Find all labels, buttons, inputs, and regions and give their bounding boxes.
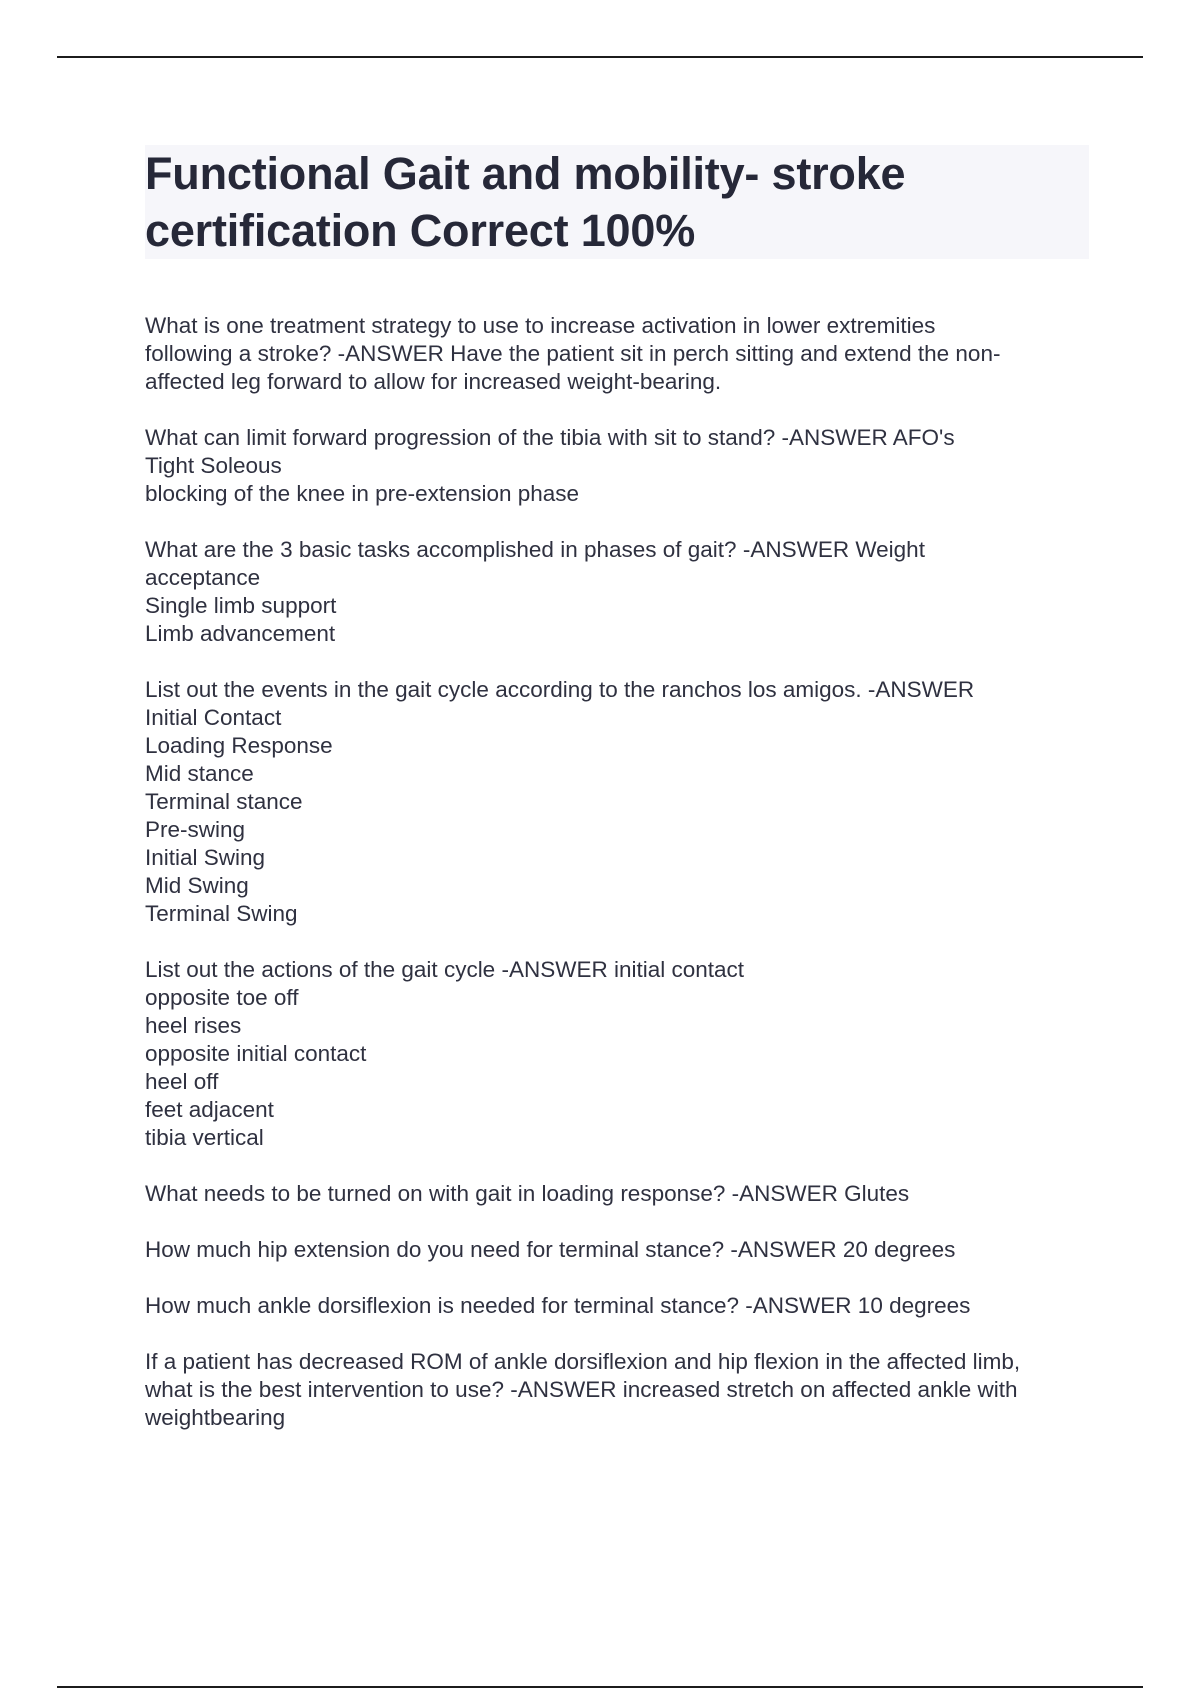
qa-line: How much ankle dorsiflexion is needed for terminal stance? -ANSWER 10 degrees xyxy=(145,1293,971,1318)
top-divider xyxy=(57,56,1143,58)
qa-item xyxy=(145,1236,1105,1264)
qa-list xyxy=(145,312,1105,1460)
qa-line: Mid Swing xyxy=(145,873,249,898)
qa-line: affected leg forward to allow for increased weight-bearing. xyxy=(145,369,722,394)
qa-item xyxy=(145,1348,1105,1432)
qa-line: Initial Contact xyxy=(145,705,282,730)
qa-line: If a patient has decreased ROM of ankle dorsiflexion and hip flexion in the affected limb, xyxy=(145,1349,1021,1374)
page-title xyxy=(145,145,1089,259)
qa-line: What needs to be turned on with gait in loading response? -ANSWER Glutes xyxy=(145,1181,910,1206)
qa-line: what is the best intervention to use? -ANSWER increased stretch on affected ankle with xyxy=(145,1377,1018,1402)
qa-item xyxy=(145,312,1105,396)
qa-line: Terminal Swing xyxy=(145,901,298,926)
qa-line: opposite toe off xyxy=(145,985,299,1010)
qa-line: feet adjacent xyxy=(145,1097,274,1122)
qa-line: What is one treatment strategy to use to increase activation in lower extremities xyxy=(145,313,936,338)
qa-line: tibia vertical xyxy=(145,1125,264,1150)
qa-line: acceptance xyxy=(145,565,261,590)
qa-line: List out the events in the gait cycle according to the ranchos los amigos. -ANSWER xyxy=(145,677,975,702)
qa-line: How much hip extension do you need for terminal stance? -ANSWER 20 degrees xyxy=(145,1237,956,1262)
qa-line: blocking of the knee in pre-extension phase xyxy=(145,481,580,506)
qa-line: Pre-swing xyxy=(145,817,246,842)
qa-line: Limb advancement xyxy=(145,621,336,646)
qa-item xyxy=(145,956,1105,1152)
qa-item xyxy=(145,1180,1105,1208)
qa-line: What are the 3 basic tasks accomplished in phases of gait? -ANSWER Weight xyxy=(145,537,925,562)
qa-line: Terminal stance xyxy=(145,789,303,814)
qa-line: List out the actions of the gait cycle -ANSWER initial contact xyxy=(145,957,745,982)
title-line: Functional Gait and mobility- stroke xyxy=(145,148,906,199)
qa-item xyxy=(145,536,1105,648)
qa-line: heel off xyxy=(145,1069,219,1094)
qa-line: Initial Swing xyxy=(145,845,266,870)
qa-line: weightbearing xyxy=(145,1405,286,1430)
qa-line: Loading Response xyxy=(145,733,333,758)
qa-line: Mid stance xyxy=(145,761,254,786)
qa-item xyxy=(145,676,1105,928)
bottom-divider xyxy=(57,1686,1143,1688)
qa-line: What can limit forward progression of the tibia with sit to stand? -ANSWER AFO's xyxy=(145,425,955,450)
qa-item xyxy=(145,1292,1105,1320)
title-line: certification Correct 100% xyxy=(145,205,696,256)
qa-line: Single limb support xyxy=(145,593,337,618)
qa-item xyxy=(145,424,1105,508)
document-title xyxy=(145,145,1089,259)
qa-line: following a stroke? -ANSWER Have the patient sit in perch sitting and extend the non- xyxy=(145,341,1001,366)
qa-line: Tight Soleous xyxy=(145,453,282,478)
qa-line: heel rises xyxy=(145,1013,242,1038)
qa-line: opposite initial contact xyxy=(145,1041,367,1066)
